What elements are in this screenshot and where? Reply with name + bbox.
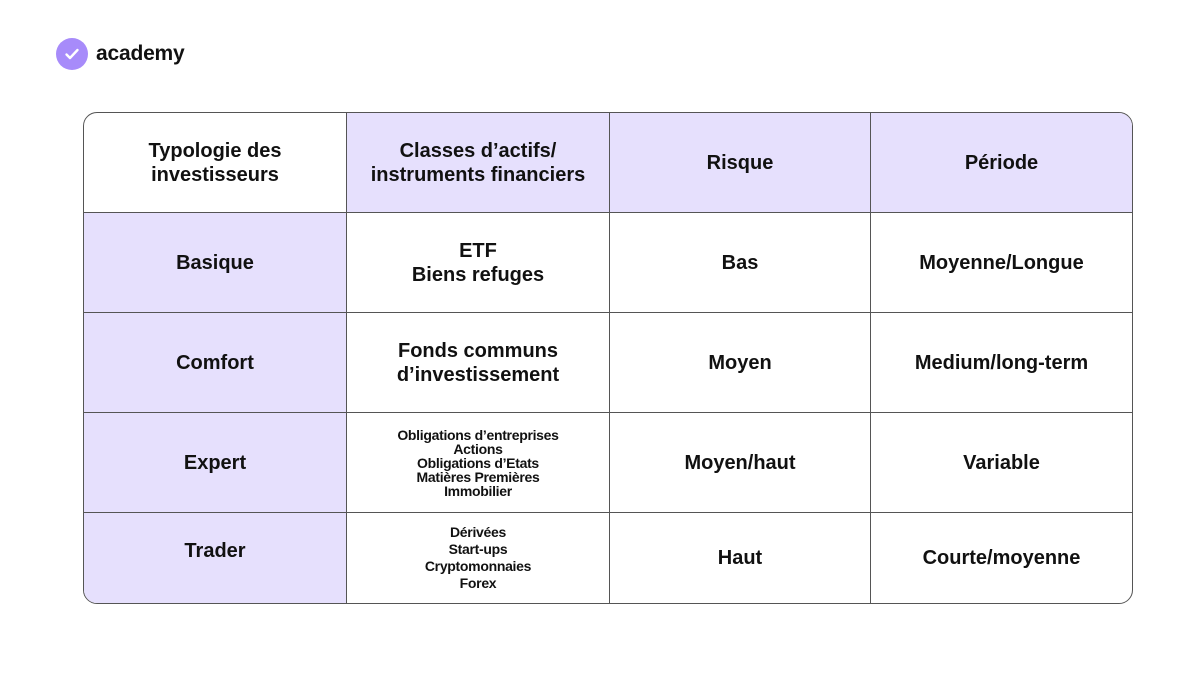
asset-item: Forex	[459, 575, 497, 591]
header-risk: Risque	[610, 113, 871, 213]
asset-item: Biens refuges	[411, 263, 545, 286]
header-asset-classes-line-1: Classes d’actifs/	[399, 139, 557, 162]
row-comfort-assets	[347, 313, 610, 413]
brand[interactable]	[56, 38, 185, 70]
asset-item: Actions	[453, 440, 503, 457]
asset-item: Obligations d’Etats	[417, 454, 539, 471]
asset-item: d’investissement	[396, 363, 560, 386]
row-trader-assets	[347, 513, 610, 603]
row-basique-period: Moyenne/Longue	[871, 213, 1132, 313]
asset-item: Dérivées	[450, 524, 506, 540]
row-comfort-period: Medium/long-term	[871, 313, 1132, 413]
header-asset-classes-line-2: instruments financiers	[370, 163, 586, 186]
row-expert-type: Expert	[84, 413, 347, 513]
header-investor-type-line-2: investisseurs	[151, 163, 279, 186]
row-basique-risk: Bas	[610, 213, 871, 313]
asset-item: Fonds communs	[397, 339, 558, 362]
asset-item: ETF	[459, 239, 497, 262]
row-comfort-type: Comfort	[84, 313, 347, 413]
row-expert-assets	[347, 413, 610, 513]
row-expert-risk: Moyen/haut	[610, 413, 871, 513]
row-trader-period: Courte/moyenne	[922, 547, 1081, 569]
asset-item: Matières Premières	[416, 468, 540, 485]
investor-table	[83, 112, 1133, 604]
header-investor-type-line-1: Typologie des	[148, 139, 282, 162]
row-expert-period: Variable	[871, 413, 1132, 513]
header-asset-classes	[347, 113, 610, 213]
row-basique-assets	[347, 213, 610, 313]
asset-item: Immobilier	[444, 482, 512, 499]
row-trader-type: Trader	[84, 513, 347, 603]
header-investor-type	[84, 113, 347, 213]
asset-item: Start-ups	[448, 541, 508, 557]
asset-item: Obligations d’entreprises	[397, 426, 559, 443]
asset-item: Cryptomonnaies	[424, 558, 532, 574]
row-basique-type: Basique	[84, 213, 347, 313]
brand-name: academy	[96, 42, 185, 65]
header-period: Période	[871, 113, 1132, 213]
check-badge-icon	[56, 38, 88, 70]
row-trader-risk: Haut	[610, 513, 871, 603]
row-comfort-risk: Moyen	[610, 313, 871, 413]
